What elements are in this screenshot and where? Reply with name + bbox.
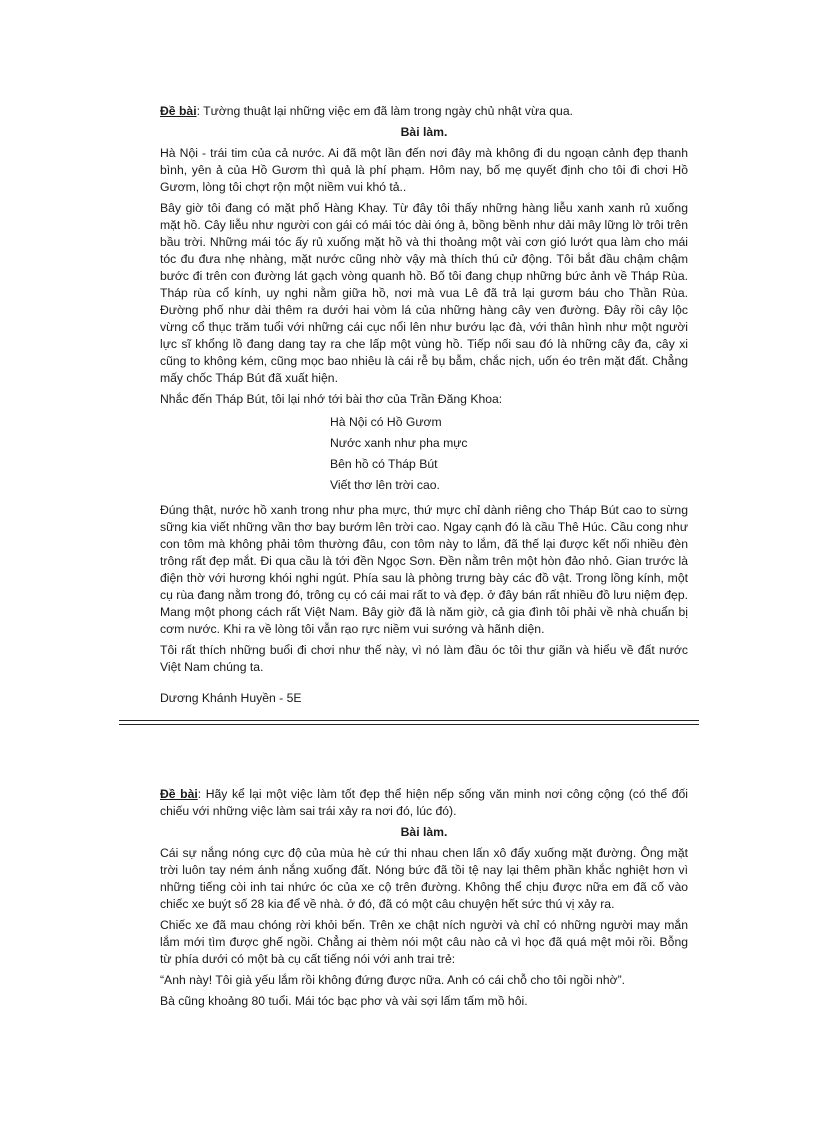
poem-line: Nước xanh như pha mực — [330, 436, 468, 450]
paragraph: “Anh này! Tôi già yếu lắm rồi không đứng được nữa. Anh có cái chỗ cho tôi ngồi nhờ”. — [160, 973, 626, 987]
poem — [330, 412, 688, 496]
paragraph: Chiếc xe đã mau chóng rời khỏi bến. Trên xe chật ních người và chỉ có những người may mắn lắm mới tìm được ghế ngồi. Chẳng ai thèm nói một câu nào cả vì học đã quá mệt mỏi rồi. Bỗng từ phía dưới có một bà cụ cất tiếng nói với anh trai trẻ: — [160, 918, 688, 966]
essay-2 — [160, 786, 688, 1014]
paragraph: Cái sự nắng nóng cực độ của mùa hè cứ thi nhau chen lấn xô đẩy xuống mặt đường. Ông mặt trời luôn tay ném ánh nắng xuống đất. Nóng bức đã tồi tệ nay lại thêm phần khắc nghiệt hơn vì những tiếng còi inh tai nhức óc của xe cộ trên đường. Không thể chịu được nữa em đã cố vào chiếc xe buýt số 28 kia để về nhà. ở đó, đã có một câu chuyện hết sức thú vị xảy ra. — [160, 846, 688, 911]
poem-line: Hà Nội có Hồ Gươm — [330, 415, 442, 429]
poem-line: Bên hồ có Tháp Bút — [330, 457, 438, 471]
essay-2-topic — [160, 786, 688, 820]
essay-1-topic — [160, 103, 688, 120]
essay-2-heading: Bài làm. — [400, 825, 448, 839]
section-divider — [119, 720, 699, 725]
poem-line: Viết thơ lên trời cao. — [330, 478, 440, 492]
essay-1-heading: Bài làm. — [400, 125, 448, 139]
topic-label: Đề bài — [160, 787, 198, 801]
paragraph: Đúng thật, nước hồ xanh trong như pha mực, thứ mực chỉ dành riêng cho Tháp Bút cao to sừng sững kia viết những vần thơ bay bướm lên trời cao. Ngay cạnh đó là cầu Thê Húc. Cầu cong như con tôm mà không phải tôm thường đâu, con tôm này to lắm, đã thế lại được kết nối nhiều đèn trông rất đẹp mắt. Đi qua cầu là tới đền Ngọc Sơn. Đền nằm trên một hòn đảo nhỏ. Gian trước là điện thờ với hương khói nghi ngút. Phía sau là phòng trưng bày các đồ vật. Trong lồng kính, một cụ rùa đang nằm trong đó, trông cụ có cái mai rất to và đẹp. ở đây bán rất nhiều đồ lưu niệm đẹp. Mang một phong cách rất Việt Nam. Bây giờ đã là năm giờ, cả gia đình tôi phải về nhà chuẩn bị cơm nước. Khi ra về lòng tôi vẫn rạo rực niềm vui sướng và hãnh diện. — [160, 503, 688, 636]
essay-1 — [160, 103, 688, 711]
paragraph: Hà Nội - trái tim của cả nước. Ai đã một lần đến nơi đây mà không đi du ngoạn cảnh đẹp thanh bình, yên ả của Hồ Gươm thì quả là phí phạm. Hôm nay, bố mẹ quyết định cho tôi đi chơi Hồ Gươm, lòng tôi chợt rộn một niềm vui khó tả.. — [160, 146, 688, 194]
paragraph: Nhắc đến Tháp Bút, tôi lại nhớ tới bài thơ của Trần Đăng Khoa: — [160, 392, 503, 406]
paragraph: Bà cũng khoảng 80 tuổi. Mái tóc bạc phơ và vài sợi lấm tấm mồ hôi. — [160, 994, 528, 1008]
topic-text: : Hãy kể lại một việc làm tốt đẹp thể hiện nếp sống văn minh nơi công cộng (có thể đối chiếu với những việc làm sai trái xảy ra nơi đó, lúc đó). — [160, 787, 688, 818]
paragraph: Bây giờ tôi đang có mặt phố Hàng Khay. Từ đây tôi thấy những hàng liễu xanh xanh rủ xuống mặt hồ. Cây liễu như người con gái có mái tóc dài óng ả, bồng bềnh như dải mây lững lờ trôi trên bầu trời. Những mái tóc ấy rủ xuống mặt hồ và thi thoảng một vài cơn gió lướt qua làm cho mái tóc đu đưa nhẹ nhàng, mặt nước cũng nhờ vậy mà thích thú cử động. Tôi bắt đầu chậm chậm bước đi trên con đường lát gạch vòng quanh hồ. Bố tôi đang chụp những bức ảnh về Tháp Rùa. Tháp rùa cổ kính, uy nghi nằm giữa hồ, nơi mà vua Lê đã trả lại gươm báu cho Thần Rùa. Đường phố như dài thêm ra dưới hai vòm lá của những hàng cây ven đường. Đây rồi cây lộc vừng cổ thục trăm tuổi với những cái cục nổi lên như bướu lạc đà, với thân hình như một người lực sĩ khổng lồ đang dang tay ra che lấp một vùng hồ. Tiếp nối sau đó là những cây đa, cây xi cũng to không kém, cũng mọc bao nhiêu là cái rễ bụ bẫm, chắc nịch, uốn éo trên mặt đất. Chẳng mấy chốc Tháp Bút đã xuất hiện. — [160, 201, 688, 385]
paragraph: Tôi rất thích những buổi đi chơi như thế này, vì nó làm đầu óc tôi thư giãn và hiểu về đất nước Việt Nam chúng ta. — [160, 643, 688, 674]
author-signature: Dương Khánh Huyền - 5E — [160, 691, 302, 705]
topic-label: Đề bài — [160, 104, 197, 118]
topic-text: : Tường thuật lại những việc em đã làm trong ngày chủ nhật vừa qua. — [196, 104, 573, 118]
